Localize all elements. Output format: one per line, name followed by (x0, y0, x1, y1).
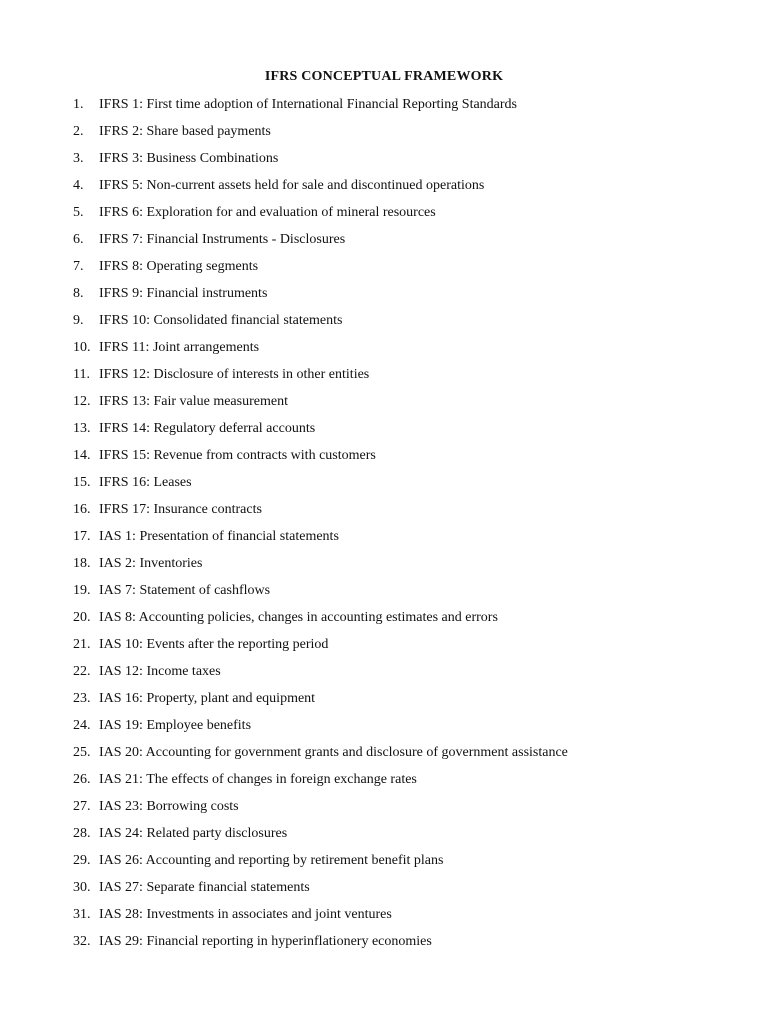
list-item-text: IAS 7: Statement of cashflows (99, 583, 271, 598)
list-item-text: IAS 8: Accounting policies, changes in accounting estimates and errors (99, 610, 498, 625)
list-item (0, 500, 768, 527)
list-item-number: 8. (73, 286, 84, 301)
list-item-text: IFRS 16: Leases (99, 475, 192, 490)
list-item-number: 28. (73, 826, 91, 841)
list-item-text: IAS 26: Accounting and reporting by retirement benefit plans (99, 853, 444, 868)
list-item (0, 419, 768, 446)
list-item (0, 257, 768, 284)
list-item-number: 21. (73, 637, 91, 652)
list-item-number: 31. (73, 907, 91, 922)
list-item-text: IAS 16: Property, plant and equipment (99, 691, 316, 706)
list-item-text: IFRS 2: Share based payments (99, 124, 271, 139)
list-item (0, 446, 768, 473)
list-item (0, 149, 768, 176)
list-item-number: 24. (73, 718, 91, 733)
list-item-number: 16. (73, 502, 91, 517)
list-item-text: IFRS 3: Business Combinations (99, 151, 279, 166)
list-item-text: IFRS 14: Regulatory deferral accounts (99, 421, 316, 436)
list-item (0, 473, 768, 500)
list-item-text: IFRS 7: Financial Instruments - Disclosures (99, 232, 346, 247)
list-item (0, 770, 768, 797)
standards-list (0, 95, 768, 959)
list-item-number: 29. (73, 853, 91, 868)
list-item-text: IFRS 11: Joint arrangements (99, 340, 260, 355)
list-item-number: 12. (73, 394, 91, 409)
list-item-number: 17. (73, 529, 91, 544)
list-item-number: 14. (73, 448, 91, 463)
list-item (0, 95, 768, 122)
list-item-number: 5. (73, 205, 84, 220)
list-item-text: IFRS 12: Disclosure of interests in other entities (99, 367, 370, 382)
list-item-text: IFRS 13: Fair value measurement (99, 394, 288, 409)
list-item (0, 203, 768, 230)
list-item (0, 905, 768, 932)
list-item-text: IFRS 10: Consolidated financial statements (99, 313, 343, 328)
list-item (0, 932, 768, 959)
list-item (0, 554, 768, 581)
list-item-text: IAS 27: Separate financial statements (99, 880, 310, 895)
list-item-number: 13. (73, 421, 91, 436)
list-item (0, 635, 768, 662)
list-item (0, 392, 768, 419)
list-item-text: IFRS 1: First time adoption of International Financial Reporting Standards (99, 97, 518, 112)
list-item-number: 20. (73, 610, 91, 625)
list-item-text: IFRS 5: Non-current assets held for sale and discontinued operations (99, 178, 485, 193)
list-item (0, 230, 768, 257)
list-item-text: IAS 1: Presentation of financial statements (99, 529, 339, 544)
list-item-number: 1. (73, 97, 84, 112)
list-item-text: IAS 24: Related party disclosures (99, 826, 288, 841)
list-item (0, 878, 768, 905)
list-item (0, 581, 768, 608)
list-item-text: IAS 21: The effects of changes in foreign exchange rates (99, 772, 417, 787)
list-item (0, 122, 768, 149)
list-item (0, 824, 768, 851)
list-item (0, 716, 768, 743)
list-item-text: IAS 28: Investments in associates and joint ventures (99, 907, 392, 922)
list-item-text: IFRS 15: Revenue from contracts with customers (99, 448, 376, 463)
list-item-number: 22. (73, 664, 91, 679)
list-item-number: 32. (73, 934, 91, 949)
list-item-text: IAS 23: Borrowing costs (99, 799, 239, 814)
list-item-number: 6. (73, 232, 84, 247)
list-item-text: IAS 10: Events after the reporting period (99, 637, 329, 652)
list-item-text: IFRS 8: Operating segments (99, 259, 259, 274)
list-item (0, 608, 768, 635)
document-title: IFRS CONCEPTUAL FRAMEWORK (264, 69, 504, 84)
list-item (0, 311, 768, 338)
list-item-text: IAS 12: Income taxes (99, 664, 221, 679)
list-item-number: 10. (73, 340, 91, 355)
list-item-number: 15. (73, 475, 91, 490)
list-item (0, 176, 768, 203)
list-item-number: 9. (73, 313, 84, 328)
list-item-number: 27. (73, 799, 91, 814)
list-item-number: 4. (73, 178, 84, 193)
list-item-text: IAS 29: Financial reporting in hyperinflationery economies (99, 934, 432, 949)
list-item (0, 689, 768, 716)
list-item-number: 30. (73, 880, 91, 895)
list-item-text: IAS 19: Employee benefits (99, 718, 252, 733)
list-item-text: IFRS 6: Exploration for and evaluation of mineral resources (99, 205, 436, 220)
list-item (0, 662, 768, 689)
list-item-text: IAS 20: Accounting for government grants and disclosure of government assistance (99, 745, 568, 760)
list-item-number: 25. (73, 745, 91, 760)
list-item-text: IFRS 17: Insurance contracts (99, 502, 262, 517)
list-item-number: 19. (73, 583, 91, 598)
list-item (0, 365, 768, 392)
list-item (0, 851, 768, 878)
list-item (0, 284, 768, 311)
list-item-number: 2. (73, 124, 84, 139)
list-item (0, 743, 768, 770)
list-item-number: 11. (73, 367, 90, 382)
list-item-text: IAS 2: Inventories (99, 556, 203, 571)
list-item (0, 338, 768, 365)
list-item-number: 26. (73, 772, 91, 787)
list-item-number: 18. (73, 556, 91, 571)
list-item-number: 3. (73, 151, 84, 166)
list-item (0, 797, 768, 824)
list-item-text: IFRS 9: Financial instruments (99, 286, 268, 301)
list-item-number: 23. (73, 691, 91, 706)
list-item (0, 527, 768, 554)
list-item-number: 7. (73, 259, 84, 274)
